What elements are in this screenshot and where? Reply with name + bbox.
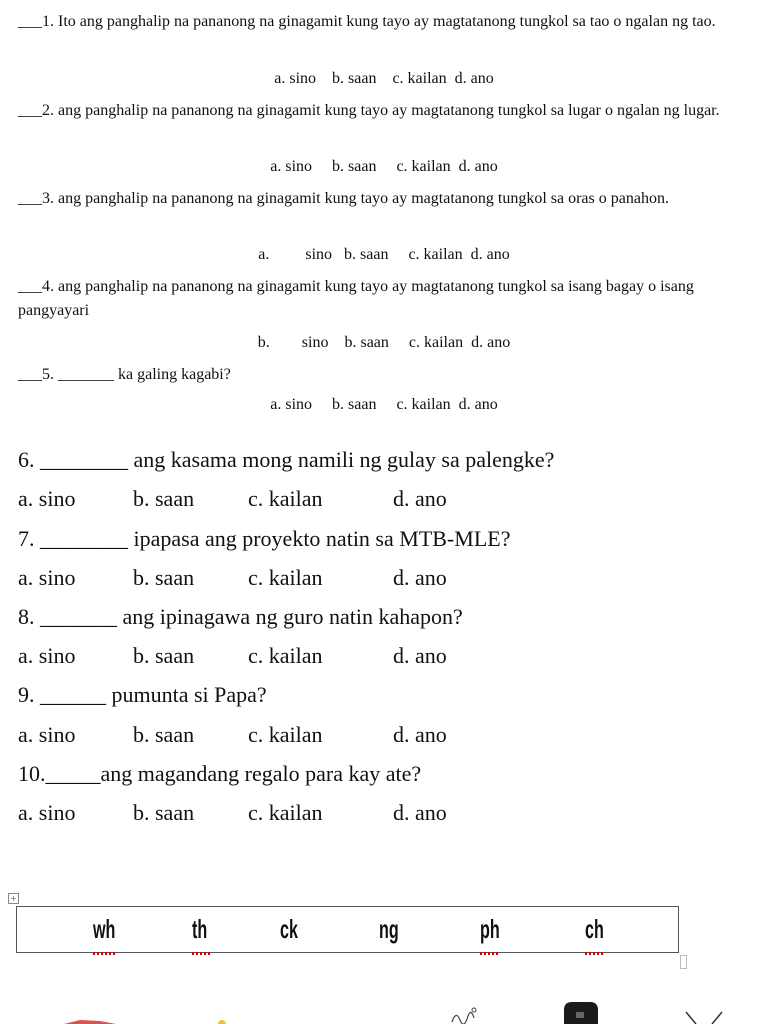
choice-a: a. sino (18, 565, 76, 590)
question-1: ___1. Ito ang panghalip na pananong na ginagamit kung tayo ay magtatanong tungkol sa tao o ngalan ng tao. (18, 13, 716, 30)
choices-10 (18, 798, 473, 828)
sound-th: th (192, 914, 208, 944)
sound-ch: ch (585, 914, 604, 944)
choices-5: a. sino b. saan c. kailan d. ano (270, 396, 498, 413)
choice-a: a. sino (18, 643, 76, 668)
question-7: 7. ________ ipapasa ang proyekto natin sa MTB-MLE? (18, 526, 511, 551)
choice-d: d. ano (393, 643, 447, 668)
choices-9 (18, 720, 473, 750)
choice-a: a. sino (18, 722, 76, 747)
spellcheck-underline (480, 952, 500, 955)
question-3: ___3. ang panghalip na pananong na ginagamit kung tayo ay magtatanong tungkol sa oras o panahon. (18, 190, 669, 207)
choice-c: c. kailan (248, 486, 323, 511)
choice-d: d. ano (393, 486, 447, 511)
choice-b: b. saan (133, 565, 195, 590)
choice-a: a. sino (18, 486, 76, 511)
choice-b: b. saan (133, 800, 195, 825)
choice-c: c. kailan (248, 722, 323, 747)
choice-d: d. ano (393, 722, 447, 747)
choice-c: c. kailan (248, 565, 323, 590)
cropped-doodle-icon (448, 1006, 480, 1024)
spellcheck-underline (585, 952, 605, 955)
cropped-picture-dark-icon (562, 1002, 600, 1024)
cropped-lines-icon (682, 1010, 728, 1024)
question-6: 6. ________ ang kasama mong namili ng gulay sa palengke? (18, 447, 555, 472)
choices-2: a. sino b. saan c. kailan d. ano (270, 158, 498, 175)
choices-1: a. sino b. saan c. kailan d. ano (274, 70, 494, 87)
choice-d: d. ano (393, 800, 447, 825)
sound-ck: ck (280, 914, 298, 944)
choice-b: b. saan (133, 486, 195, 511)
choice-c: c. kailan (248, 643, 323, 668)
question-4: ___4. ang panghalip na pananong na ginagamit kung tayo ay magtatanong tungkol sa isang bagay o isang pangyayari (18, 278, 694, 319)
sound-wh: wh (93, 914, 116, 944)
choice-d: d. ano (393, 565, 447, 590)
choice-c: c. kailan (248, 800, 323, 825)
choices-3: a. sino b. saan c. kailan d. ano (258, 246, 510, 263)
choices-6 (18, 484, 473, 514)
question-8: 8. _______ ang ipinagawa ng guro natin kahapon? (18, 604, 463, 629)
table-resize-handle-icon[interactable] (680, 955, 687, 969)
choice-b: b. saan (133, 722, 195, 747)
question-2: ___2. ang panghalip na pananong na ginagamit kung tayo ay magtatanong tungkol sa lugar o ngalan ng lugar. (18, 102, 720, 119)
choices-8 (18, 641, 473, 671)
sound-ph: ph (480, 914, 500, 944)
sound-ng: ng (379, 914, 399, 944)
choice-b: b. saan (133, 643, 195, 668)
sounds-box (16, 906, 679, 953)
table-move-handle-icon[interactable]: + (8, 893, 19, 904)
choices-4: b. sino b. saan c. kailan d. ano (257, 334, 511, 351)
question-5: ___5. _______ ka galing kagabi? (18, 366, 231, 383)
choices-7 (18, 563, 473, 593)
question-10: 10._____ang magandang regalo para kay ate? (18, 761, 422, 786)
choice-a: a. sino (18, 800, 76, 825)
spellcheck-underline (93, 952, 117, 955)
cropped-picture-red-icon (60, 1014, 120, 1024)
cropped-picture-yellow-icon (215, 1016, 229, 1024)
question-9: 9. ______ pumunta si Papa? (18, 682, 267, 707)
spellcheck-underline (192, 952, 210, 955)
